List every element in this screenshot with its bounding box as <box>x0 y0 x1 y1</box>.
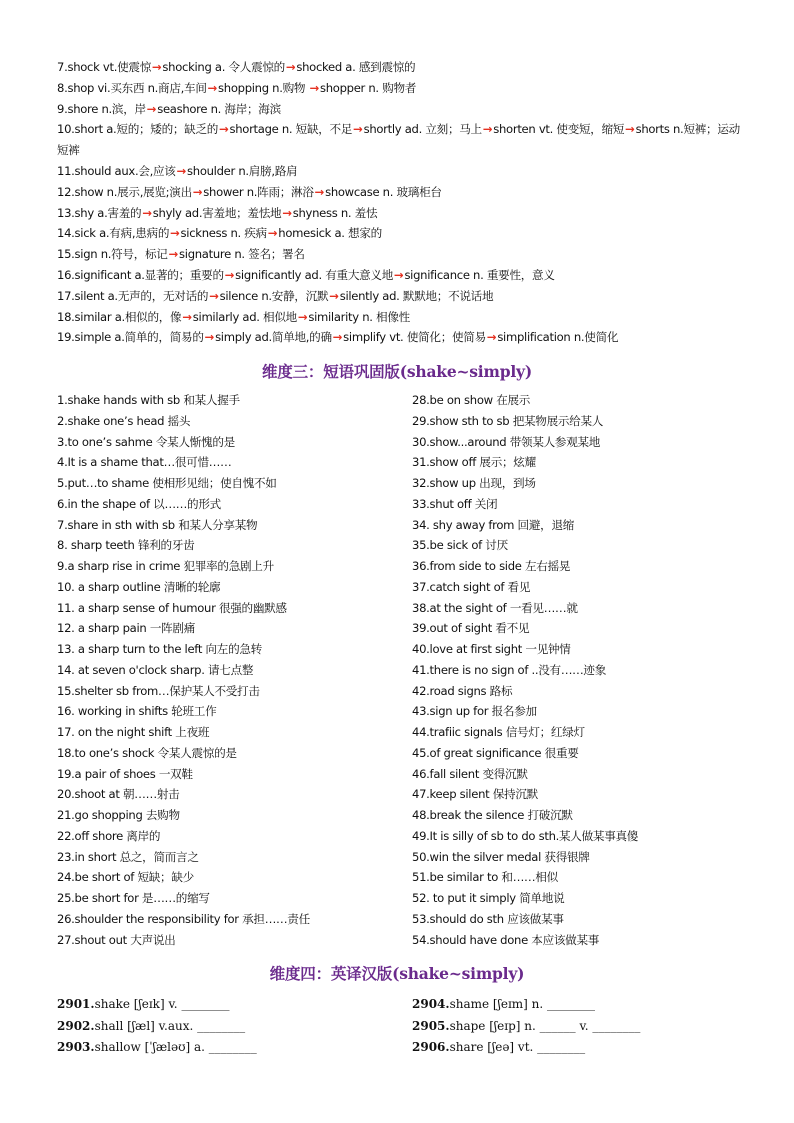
item-number: 2902. <box>57 1018 95 1033</box>
item-text: shall [ʃæl] v.aux. ________ <box>94 1018 246 1033</box>
arrow-icon: → <box>142 205 152 220</box>
phrase-item: 36.from side to side 左右摇晃 <box>412 559 571 573</box>
phrase-item: 11. a sharp sense of humour 很强的幽默感 <box>57 600 287 615</box>
word-segment: sickness n. 疾病 <box>180 226 267 241</box>
phrase-item: 43.sign up for 报名参加 <box>412 704 537 719</box>
translation-item <box>57 994 402 1016</box>
arrow-icon: → <box>170 226 180 241</box>
phrase-item: 23.in short 总之，简而言之 <box>57 849 199 864</box>
word-entry <box>57 244 747 265</box>
word-segment: 15.sign n.符号，标记 <box>57 247 168 262</box>
arrow-icon: → <box>219 122 229 137</box>
word-segment: similarly ad. 相似地 <box>192 309 297 324</box>
phrase-item: 30.show...around 带领某人参观某地 <box>412 434 601 449</box>
translation-item <box>412 1037 757 1059</box>
word-segment: shower n.阵雨；淋浴 <box>203 184 314 199</box>
phrase-item: 35.be sick of 讨厌 <box>412 538 508 553</box>
word-segment: 10.short a.短的；矮的；缺乏的 <box>57 122 219 137</box>
phrase-item: 22.off shore 离岸的 <box>57 828 161 843</box>
translation-item <box>57 1037 402 1059</box>
item-number: 2903. <box>57 1040 95 1054</box>
phrase-item: 44.trafiic signals 信号灯；红绿灯 <box>412 725 585 739</box>
phrase-item: 41.there is no sign of ..没有……迹象 <box>412 662 607 677</box>
arrow-icon: → <box>282 205 292 220</box>
phrase-item: 3.to one’s sahme 令某人惭愧的是 <box>57 434 235 449</box>
word-segment: shoulder n.肩膀,路肩 <box>187 163 298 178</box>
word-entry <box>57 161 747 182</box>
word-segment: shortage n. 短缺，不足 <box>229 122 353 137</box>
arrow-icon: → <box>209 288 219 303</box>
phrase-item: 16. working in shifts 轮班工作 <box>57 704 217 719</box>
item-number: 2901. <box>57 997 95 1011</box>
phrase-item: 9.a sharp rise in crime 犯罪率的急剧上升 <box>57 559 274 573</box>
phrase-item: 28.be on show 在展示 <box>412 393 531 407</box>
phrase-item: 4.It is a shame that…很可惜…… <box>57 455 232 470</box>
word-entry <box>57 286 747 307</box>
word-segment: silently ad. 默默地；不说话地 <box>339 288 494 303</box>
arrow-icon: → <box>314 184 325 199</box>
item-text: shame [ʃeɪm] n. ________ <box>449 997 596 1011</box>
word-entry <box>57 307 747 328</box>
phrase-item: 45.of great significance 很重要 <box>412 745 579 760</box>
word-segment: simplify vt. 使简化；使简易 <box>343 330 486 345</box>
arrow-icon: → <box>224 267 235 282</box>
item-number: 2904. <box>412 997 450 1011</box>
phrase-item: 52. to put it simply 简单地说 <box>412 891 565 905</box>
phrase-item: 37.catch sight of 看见 <box>412 579 531 594</box>
phrase-item: 33.shut off 关闭 <box>412 496 498 511</box>
phrase-item: 8. sharp teeth 锋利的牙齿 <box>57 538 195 553</box>
arrow-icon: → <box>146 101 157 116</box>
item-text: share [ʃeə] vt. ________ <box>449 1040 586 1054</box>
phrase-item: 5.put…to shame 使相形见绌；使自愧不如 <box>57 476 277 490</box>
arrow-icon: → <box>285 60 296 74</box>
word-segment: shorten vt. 使变短，缩短 <box>493 122 625 137</box>
phrase-item: 38.at the sight of 一看见……就 <box>412 600 578 615</box>
arrow-icon: → <box>625 122 635 137</box>
word-segment: 14.sick a.有病,患病的 <box>57 226 170 241</box>
item-number: 2905. <box>412 1018 450 1033</box>
phrase-item: 26.shoulder the responsibility for 承担……责任 <box>57 911 310 926</box>
section-heading-4: 维度四：英译汉版(shake~simply) <box>269 964 525 983</box>
word-segment: shorts n.短裤；运动短裤 <box>57 122 740 158</box>
word-entry <box>57 99 747 120</box>
phrase-item: 53.should do sth 应该做某事 <box>412 911 564 926</box>
arrow-icon: → <box>207 80 218 95</box>
phrase-item: 10. a sharp outline 清晰的轮廓 <box>57 579 221 594</box>
arrow-icon: → <box>482 122 493 137</box>
phrase-item: 21.go shopping 去购物 <box>57 808 180 822</box>
phrase-item: 40.love at first sight 一见钟情 <box>412 642 571 656</box>
phrase-list <box>57 390 757 950</box>
word-entry <box>57 57 747 78</box>
word-segment: shortly ad. 立刻；马上 <box>363 122 482 137</box>
translation-item <box>412 994 757 1016</box>
word-segment: significance n. 重要性，意义 <box>404 267 555 282</box>
word-segment: 12.show n.展示,展览;演出 <box>57 184 192 199</box>
word-segment: shocked a. 感到震惊的 <box>296 60 416 74</box>
word-entry <box>57 203 747 224</box>
arrow-icon: → <box>329 288 339 303</box>
phrase-item: 24.be short of 短缺；缺少 <box>57 870 194 885</box>
item-text: shake [ʃeɪk] v. ________ <box>94 997 230 1011</box>
word-segment: shocking a. 令人震惊的 <box>162 60 285 74</box>
word-segment: similarity n. 相像性 <box>308 309 410 324</box>
item-number: 2906. <box>412 1040 450 1054</box>
word-segment: silence n.安静，沉默 <box>219 288 329 303</box>
word-entry <box>57 78 747 99</box>
word-entry <box>57 265 747 286</box>
phrase-item: 7.share in sth with sb 和某人分享某物 <box>57 517 258 532</box>
arrow-icon: → <box>152 60 162 74</box>
phrase-item: 49.It is silly of sb to do sth.某人做某事真傻 <box>412 828 639 843</box>
arrow-icon: → <box>267 226 278 241</box>
phrase-item: 47.keep silent 保持沉默 <box>412 787 538 802</box>
phrase-item: 27.shout out 大声说出 <box>57 932 176 947</box>
phrase-item: 15.shelter sb from…保护某人不受打击 <box>57 683 260 698</box>
arrow-icon: → <box>182 309 192 324</box>
word-segment: 19.simple a.简单的，简易的 <box>57 330 204 345</box>
arrow-icon: → <box>192 184 203 199</box>
word-segment: 7.shock vt.使震惊 <box>57 60 151 74</box>
word-segment: 8.shop vi.买东西 n.商店,车间 <box>57 80 207 95</box>
arrow-icon: → <box>204 330 215 345</box>
phrase-item: 42.road signs 路标 <box>412 683 513 698</box>
word-segment: 13.shy a.害羞的 <box>57 205 142 220</box>
phrase-item: 17. on the night shift 上夜班 <box>57 725 210 739</box>
word-segment: showcase n. 玻璃柜台 <box>325 184 442 199</box>
translation-column-right <box>412 994 757 1059</box>
phrase-item: 1.shake hands with sb 和某人握手 <box>57 393 240 407</box>
phrase-item: 19.a pair of shoes 一双鞋 <box>57 766 193 781</box>
phrase-item: 39.out of sight 看不见 <box>412 621 530 636</box>
phrase-item: 50.win the silver medal 获得银牌 <box>412 849 590 864</box>
phrase-item: 20.shoot at 朝……射击 <box>57 787 180 802</box>
translation-column-left <box>57 994 402 1059</box>
word-segment: 16.significant a.显著的；重要的 <box>57 267 224 282</box>
phrase-item: 46.fall silent 变得沉默 <box>412 766 528 781</box>
word-segment: 9.shore n.滨，岸 <box>57 101 146 116</box>
phrase-item: 25.be short for 是……的缩写 <box>57 891 210 905</box>
arrow-icon: → <box>332 330 343 345</box>
word-segment: significantly ad. 有重大意义地 <box>235 267 394 282</box>
phrase-item: 2.shake one’s head 摇头 <box>57 413 191 428</box>
arrow-icon: → <box>486 330 497 345</box>
word-segment: seashore n. 海岸；海滨 <box>157 101 281 116</box>
word-segment: 17.silent a.无声的，无对话的 <box>57 288 209 303</box>
arrow-icon: → <box>297 309 308 324</box>
arrow-icon: → <box>176 163 187 178</box>
word-segment: shopping n.购物 <box>218 80 309 95</box>
phrase-item: 29.show sth to sb 把某物展示给某人 <box>412 413 604 428</box>
phrase-item: 48.break the silence 打破沉默 <box>412 808 573 822</box>
phrase-column-left <box>57 390 402 950</box>
arrow-icon: → <box>394 267 404 282</box>
phrase-item: 13. a sharp turn to the left 向左的急转 <box>57 642 262 656</box>
word-entry <box>57 182 747 203</box>
word-segment: shyly ad.害羞地；羞怯地 <box>152 205 282 220</box>
word-segment: 18.similar a.相似的，像 <box>57 309 182 324</box>
arrow-icon: → <box>309 80 319 95</box>
phrase-item: 6.in the shape of 以……的形式 <box>57 496 221 511</box>
phrase-item: 12. a sharp pain 一阵剧痛 <box>57 621 196 636</box>
word-segment: 11.should aux.会,应该 <box>57 163 176 178</box>
phrase-column-right <box>412 390 757 950</box>
word-segment: signature n. 签名；署名 <box>179 247 305 262</box>
word-entry <box>57 223 747 244</box>
word-segment: homesick a. 想家的 <box>278 226 382 241</box>
arrow-icon: → <box>353 122 363 137</box>
phrase-item: 34. shy away from 回避，退缩 <box>412 517 575 532</box>
word-segment: simply ad.简单地,的确 <box>215 330 332 345</box>
item-text: shape [ʃeɪp] n. ______ v. ________ <box>449 1018 641 1033</box>
arrow-icon: → <box>168 247 179 262</box>
word-segment: shyness n. 羞怯 <box>292 205 378 220</box>
word-entry <box>57 119 747 161</box>
phrase-item: 51.be similar to 和……相似 <box>412 870 558 885</box>
phrase-item: 32.show up 出现，到场 <box>412 476 536 490</box>
item-text: shallow [ˈʃæləʊ] a. ________ <box>94 1040 257 1054</box>
phrase-item: 14. at seven o'clock sharp. 请七点整 <box>57 662 254 677</box>
word-segment: simplification n.使简化 <box>497 330 619 345</box>
translation-item <box>412 1016 757 1038</box>
translation-item <box>57 1016 402 1038</box>
phrase-item: 54.should have done 本应该做某事 <box>412 932 600 947</box>
word-segment: shopper n. 购物者 <box>320 80 417 95</box>
phrase-item: 31.show off 展示；炫耀 <box>412 455 536 470</box>
phrase-item: 18.to one’s shock 令某人震惊的是 <box>57 745 237 760</box>
word-family-list <box>57 57 747 348</box>
word-entry <box>57 327 747 348</box>
section-heading-3: 维度三：短语巩固版(shake~simply) <box>262 362 532 381</box>
